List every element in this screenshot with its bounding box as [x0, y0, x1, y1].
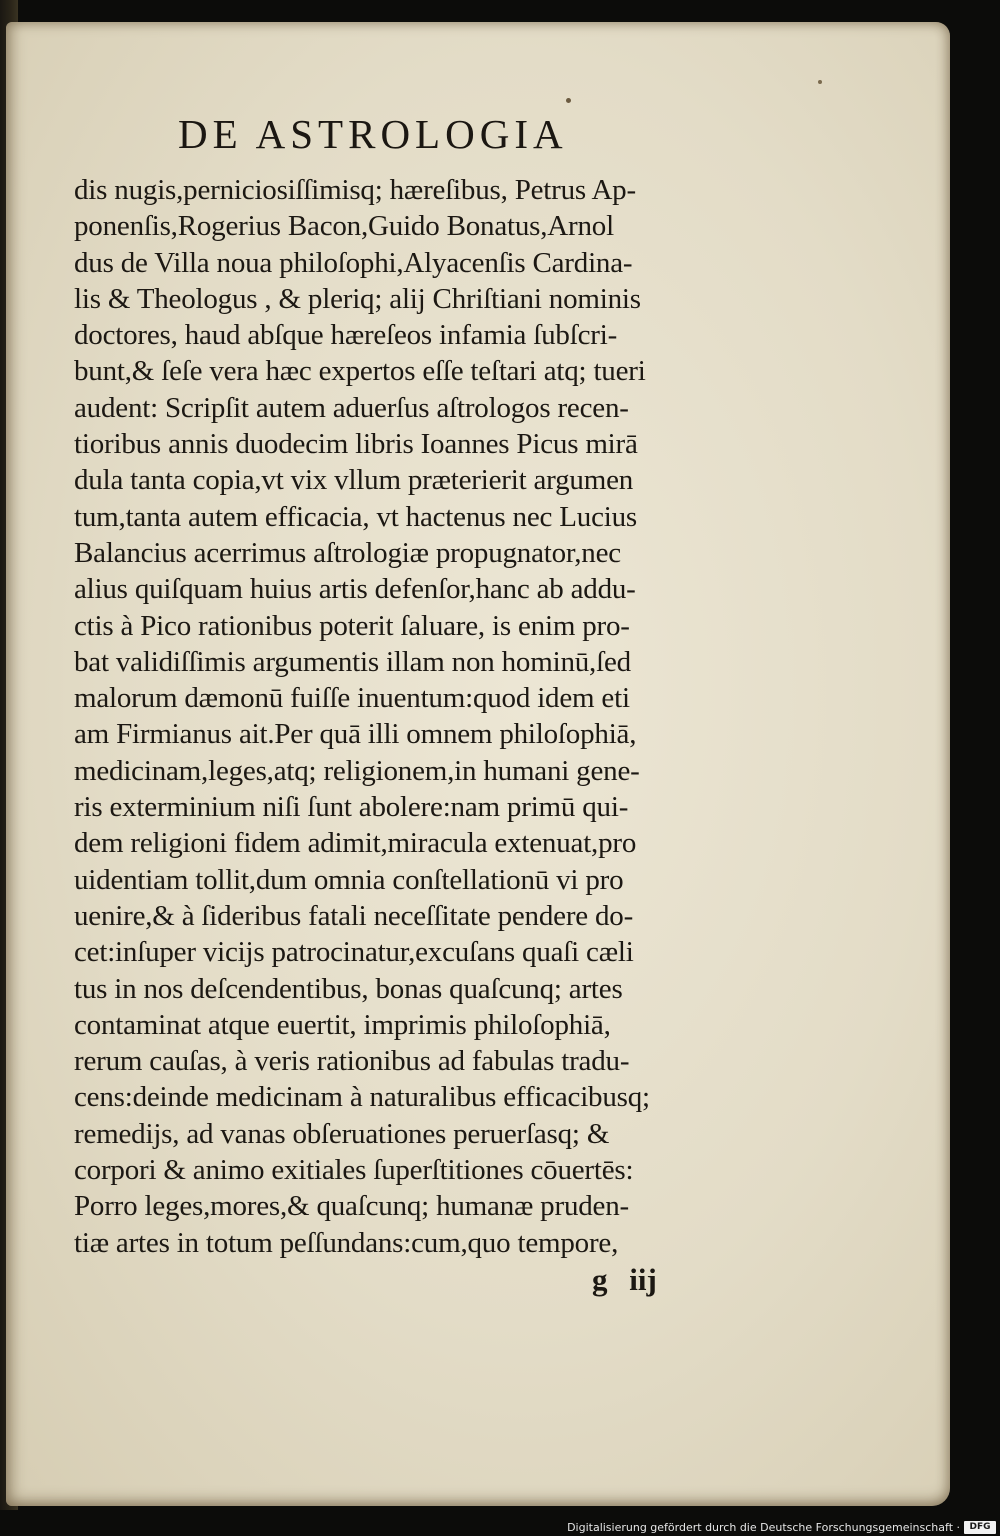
- text-line: uidentiam tollit,dum omnia conſtellationū vi pro: [74, 863, 624, 896]
- text-line: bat validiſſimis argumentis illam non hominū,ſed: [74, 645, 631, 678]
- text-line: Porro leges,mores,& quaſcunq; humanæ pruden-: [74, 1190, 629, 1223]
- text-line: dus de Villa noua philoſophi,Alyacenſis Cardina-: [74, 246, 633, 279]
- text-line: dula tanta copia,vt vix vllum præterierit argumen: [74, 464, 634, 497]
- text-line: malorum dæmonū fuiſſe inuentum:quod idem eti: [74, 682, 630, 715]
- text-line: audent: Scripſit autem aduerſus aſtrologos recen-: [74, 391, 629, 424]
- text-line: corpori & animo exitiales ſuperſtitiones cōuertēs:: [74, 1154, 634, 1187]
- text-line: tiæ artes in totum peſſundans:cum,quo tempore,: [74, 1226, 619, 1259]
- text-line: Balancius acerrimus aſtrologiæ propugnator,nec: [74, 536, 621, 569]
- text-line: tum,tanta autem efficacia, vt hactenus nec Lucius: [74, 500, 637, 533]
- text-line: cet:inſuper vicijs patrocinatur,excuſans quaſi cæli: [74, 936, 634, 969]
- text-line: dis nugis,perniciosiſſimisq; hæreſibus, Petrus Ap-: [74, 174, 636, 206]
- text-line: tioribus annis duodecim libris Ioannes Picus mirā: [74, 428, 638, 461]
- digitization-credit: Digitalisierung gefördert durch die Deutsche Forschungsgemeinschaft ·: [567, 1521, 960, 1534]
- text-line: ponenſis,Rogerius Bacon,Guido Bonatus,Arnol: [74, 210, 614, 243]
- body-text-block: [74, 172, 774, 1261]
- text-line: bunt,& ſeſe vera hæc expertos eſſe teſtari atq; tueri: [74, 355, 646, 388]
- running-header: DE ASTROLOGIA: [178, 111, 568, 157]
- text-line: ctis à Pico rationibus poterit ſaluare, is enim pro-: [74, 609, 630, 642]
- paper-speck: [818, 80, 822, 84]
- text-line: am Firmianus ait.Per quā illi omnem philoſophiā,: [74, 718, 637, 751]
- text-line: ris exterminium niſi ſunt abolere:nam primū qui-: [74, 791, 629, 824]
- text-line: cens:deinde medicinam à naturalibus efficacibusq;: [74, 1081, 650, 1114]
- text-line: medicinam,leges,atq; religionem,in humani gene-: [74, 754, 640, 787]
- ink-dot: [566, 98, 571, 103]
- signature-mark: g iij: [592, 1262, 657, 1297]
- text-line: rerum cauſas, à veris rationibus ad fabulas tradu-: [74, 1045, 630, 1078]
- text-line: lis & Theologus , & pleriq; alij Chriſtiani nominis: [74, 282, 641, 315]
- text-line: tus in nos deſcendentibus, bonas quaſcunq; artes: [74, 972, 623, 1005]
- text-line: dem religioni fidem adimit,miracula extenuat,pro: [74, 827, 637, 860]
- text-line: contaminat atque euertit, imprimis philoſophiā,: [74, 1008, 611, 1041]
- text-line: alius quiſquam huius artis defenſor,hanc ab addu-: [74, 573, 636, 606]
- text-line: doctores, haud abſque hæreſeos infamia ſubſcri-: [74, 319, 618, 352]
- text-line: uenire,& à ſideribus fatali neceſſitate pendere do-: [74, 899, 634, 932]
- dfg-logo: DFG: [964, 1521, 996, 1534]
- text-line: remedijs, ad vanas obſeruationes peruerſasq; &: [74, 1117, 610, 1150]
